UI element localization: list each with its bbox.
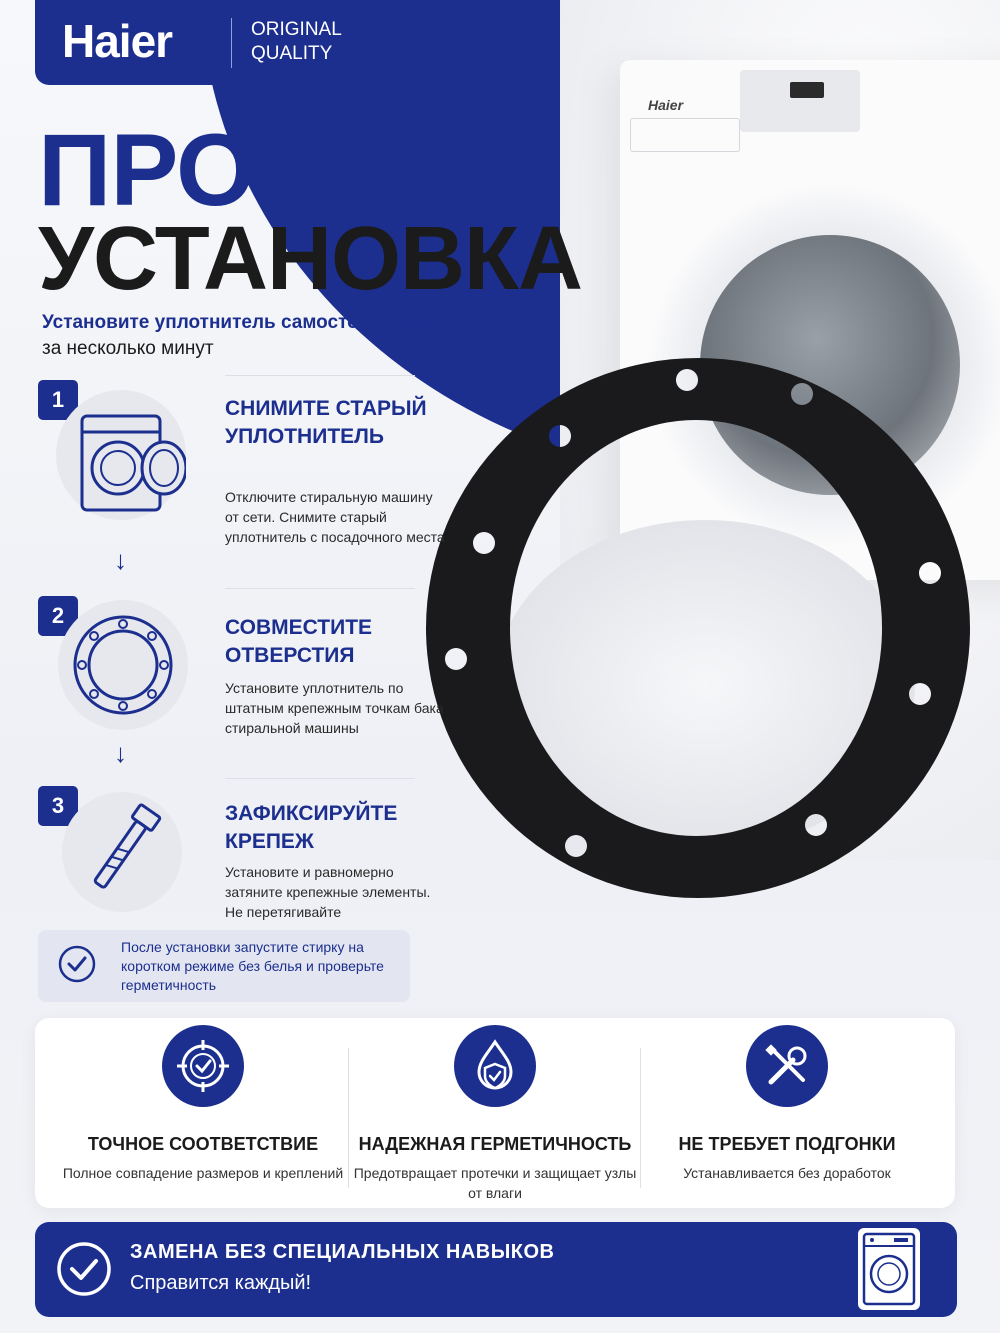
- feature-title: НЕ ТРЕБУЕТ ПОДГОНКИ: [678, 1134, 896, 1154]
- target-check-icon: [162, 1025, 244, 1107]
- step-divider: [225, 778, 415, 779]
- step-number: 2: [38, 596, 78, 636]
- banner-text: Справится каждый!: [130, 1272, 312, 1294]
- feature-text: Предотвращает протечки и защищает узлы от влаги: [353, 1165, 637, 1201]
- check-circle-icon: [55, 1240, 113, 1298]
- tools-icon: [746, 1025, 828, 1107]
- step-3-text: Установите и равномерно затяните крепежные элементы. Не перетягивайте: [225, 864, 431, 920]
- feature-text: Устанавливается без доработок: [683, 1165, 891, 1181]
- feature-item: [53, 1025, 353, 1183]
- subtitle-line-1: Установите уплотнитель самостоятельно: [42, 312, 437, 333]
- washer-logo: Haier: [648, 97, 684, 113]
- title-line-1: ПРОСТАЯ: [38, 113, 525, 227]
- title-line-2: УСТАНОВКА: [38, 209, 582, 309]
- washing-machine-icon: [858, 1228, 920, 1310]
- feature-item: [637, 1025, 937, 1183]
- feature-text: Полное совпадение размеров и креплений: [62, 1165, 344, 1181]
- bottom-banner: [35, 1222, 957, 1317]
- brand-divider: [231, 18, 232, 68]
- feature-item: [345, 1025, 645, 1203]
- haier-logo: Haier: [62, 15, 173, 67]
- step-icon-circle: [58, 600, 188, 730]
- arrow-down-icon: ↓: [114, 738, 127, 768]
- feature-title: НАДЕЖНАЯ ГЕРМЕТИЧНОСТЬ: [358, 1134, 632, 1154]
- banner-title: ЗАМЕНА БЕЗ СПЕЦИАЛЬНЫХ НАВЫКОВ: [130, 1241, 555, 1263]
- step-1-text: Отключите стиральную машину от сети. Снимите старый уплотнитель с посадочного места: [225, 489, 445, 545]
- step-icon-circle: [56, 390, 186, 520]
- washer-detergent-drawer: [630, 118, 740, 152]
- step-number: 3: [38, 786, 78, 826]
- subtitle-line-2: за несколько минут: [42, 338, 214, 359]
- washer-display: [790, 82, 824, 98]
- gasket-ring-image: [420, 345, 980, 905]
- step-divider: [225, 375, 415, 376]
- step-divider: [225, 588, 415, 589]
- step-icon-circle: [62, 792, 182, 912]
- step-3-title: ЗАФИКСИРУЙТЕ КРЕПЕЖ: [225, 802, 398, 853]
- washing-machine-icon: [56, 390, 186, 520]
- washer-control-panel: [740, 70, 860, 132]
- step-number: 1: [38, 380, 78, 420]
- step-2-text: Установите уплотнитель по штатным крепежным точкам бака стиральной машины: [225, 680, 444, 736]
- check-circle-icon: [57, 944, 97, 984]
- feature-title: ТОЧНОЕ СООТВЕТСТВИЕ: [87, 1134, 319, 1154]
- original-quality-label: ORIGINAL QUALITY: [251, 19, 342, 64]
- step-1-title: СНИМИТЕ СТАРЫЙ УПЛОТНИТЕЛЬ: [225, 397, 427, 448]
- bolt-icon: [62, 792, 182, 912]
- drop-shield-icon: [454, 1025, 536, 1107]
- arrow-down-icon: ↓: [114, 545, 127, 575]
- tip-text: После установки запустите стирку на коротком режиме без белья и проверьте герметичность: [121, 939, 384, 993]
- step-2-title: СОВМЕСТИТЕ ОТВЕРСТИЯ: [225, 616, 373, 667]
- gasket-ring-icon: [58, 600, 188, 730]
